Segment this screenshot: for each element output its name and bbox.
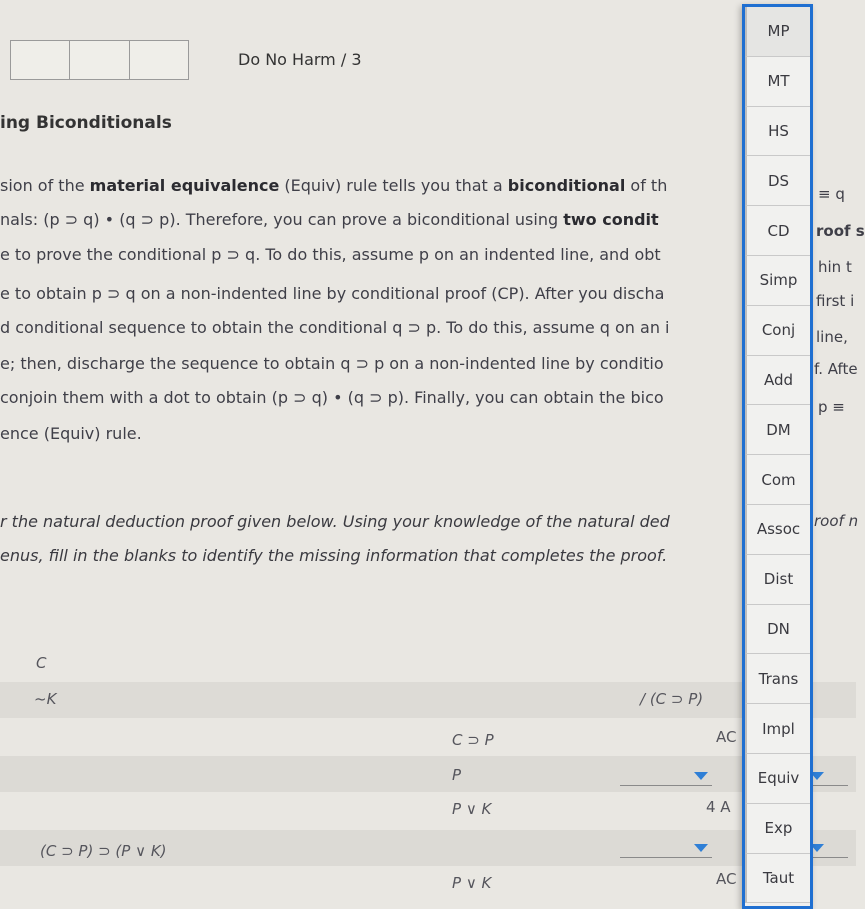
section-heading: ing Biconditionals — [0, 113, 172, 133]
proof-row-band — [0, 756, 856, 792]
score-box — [10, 40, 70, 80]
menu-option-exp[interactable]: Exp — [745, 804, 810, 854]
score-box — [69, 40, 129, 80]
premise-1: C — [36, 654, 47, 672]
proof-line-7: P ∨ K — [452, 874, 492, 892]
clipped-text: hin t — [818, 258, 852, 276]
justification-3: AC — [716, 728, 737, 746]
line-reference-dropdown-6[interactable] — [808, 838, 848, 858]
menu-option-dm[interactable]: DM — [745, 405, 810, 455]
paragraph-line: conjoin them with a dot to obtain (p ⊃ q) • (q ⊃ p). Finally, you can obtain the bico — [0, 388, 664, 407]
proof-line-3: C ⊃ P — [452, 731, 494, 749]
menu-option-add[interactable]: Add — [745, 356, 810, 406]
justification-7: AC — [716, 870, 737, 888]
menu-option-mp[interactable]: MP — [745, 7, 810, 57]
justification-dropdown-4[interactable] — [620, 766, 712, 786]
paragraph-line: e to obtain p ⊃ q on a non-indented line by conditional proof (CP). After you discha — [0, 284, 665, 303]
paragraph-line: ence (Equiv) rule. — [0, 424, 142, 443]
menu-option-ds[interactable]: DS — [745, 156, 810, 206]
premise-2: ~K — [34, 690, 57, 708]
proof-line-6: (C ⊃ P) ⊃ (P ∨ K) — [40, 842, 167, 860]
menu-option-impl[interactable]: Impl — [745, 704, 810, 754]
paragraph-line: nals: (p ⊃ q) • (q ⊃ p). Therefore, you can prove a biconditional using two condit — [0, 210, 659, 229]
chevron-down-icon — [694, 772, 708, 780]
paragraph-line: d conditional sequence to obtain the conditional q ⊃ p. To do this, assume q on an i — [0, 318, 670, 337]
page-title: Do No Harm / 3 — [238, 50, 362, 69]
paragraph-line: e; then, discharge the sequence to obtain q ⊃ p on a non-indented line by conditio — [0, 354, 664, 373]
menu-option-cd[interactable]: CD — [745, 206, 810, 256]
instruction-line: enus, fill in the blanks to identify the missing information that completes the proof. — [0, 546, 668, 565]
menu-option-conj[interactable]: Conj — [745, 306, 810, 356]
menu-option-taut[interactable]: Taut — [745, 854, 810, 904]
clipped-text: p ≡ — [818, 398, 845, 416]
chevron-down-icon — [694, 844, 708, 852]
clipped-text: f. Afte — [814, 360, 858, 378]
clipped-text: roof s — [816, 222, 865, 240]
clipped-text: roof n — [814, 512, 859, 530]
menu-option-equiv[interactable]: Equiv — [745, 754, 810, 804]
menu-option-trans[interactable]: Trans — [745, 654, 810, 704]
menu-option-com[interactable]: Com — [745, 455, 810, 505]
conclusion: / (C ⊃ P) — [640, 690, 704, 708]
menu-option-assoc[interactable]: Assoc — [745, 505, 810, 555]
menu-option-dist[interactable]: Dist — [745, 555, 810, 605]
score-boxes — [10, 40, 188, 80]
menu-option-mt[interactable]: MT — [745, 57, 810, 107]
line-reference-dropdown-4[interactable] — [808, 766, 848, 786]
paragraph-line: sion of the material equivalence (Equiv) rule tells you that a biconditional of th — [0, 176, 668, 195]
clipped-text: ≡ q — [818, 185, 845, 203]
clipped-text: first i — [816, 292, 855, 310]
proof-line-5: P ∨ K — [452, 800, 492, 818]
menu-option-hs[interactable]: HS — [745, 107, 810, 157]
score-box — [129, 40, 189, 80]
rule-dropdown-menu[interactable] — [742, 4, 813, 909]
justification-dropdown-6[interactable] — [620, 838, 712, 858]
paragraph-line: e to prove the conditional p ⊃ q. To do this, assume p on an indented line, and obt — [0, 245, 661, 264]
proof-line-4: P — [452, 766, 462, 784]
justification-5: 4 A — [706, 798, 731, 816]
instruction-line: r the natural deduction proof given below. Using your knowledge of the natural ded — [0, 512, 670, 531]
menu-option-simp[interactable]: Simp — [745, 256, 810, 306]
menu-option-dn[interactable]: DN — [745, 605, 810, 655]
proof-row-band — [0, 682, 856, 718]
clipped-text: line, — [816, 328, 848, 346]
